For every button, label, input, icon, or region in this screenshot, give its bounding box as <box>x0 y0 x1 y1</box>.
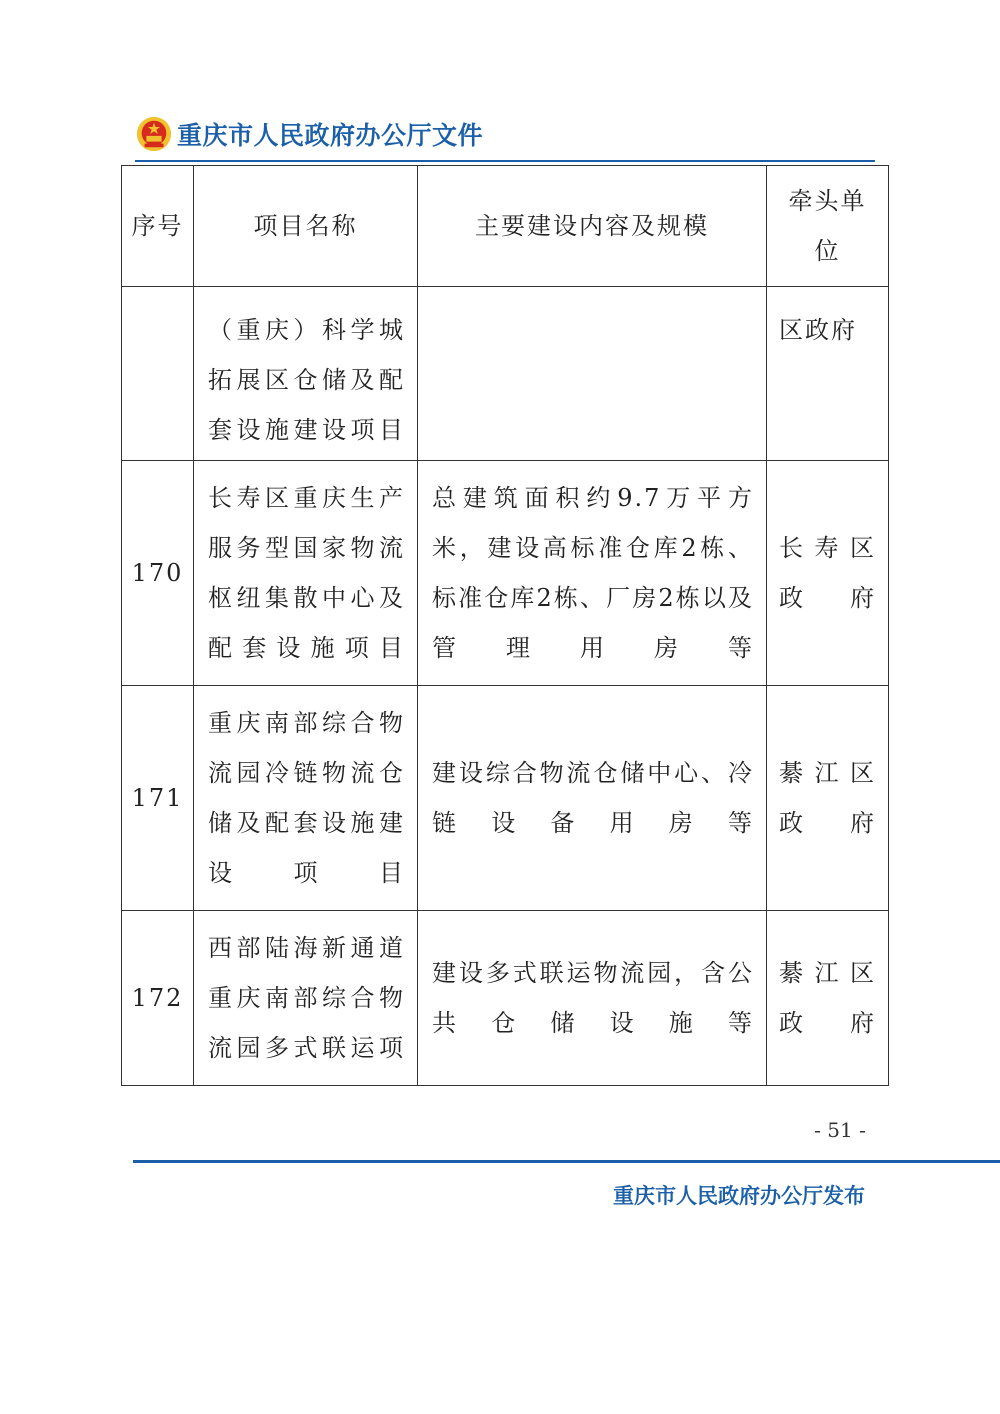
table-row <box>122 287 889 461</box>
row-project-name: （重庆）科学城拓展区仓储及配套设施建设项目 <box>194 287 418 461</box>
row-project-name: 长寿区重庆生产服务型国家物流枢纽集散中心及配套设施项目 <box>194 461 418 686</box>
footer-publisher: 重庆市人民政府办公厅发布 <box>613 1184 865 1208</box>
table-row <box>122 461 889 686</box>
header-title: 重庆市人民政府办公厅文件 <box>177 121 484 150</box>
column-header-name: 项目名称 <box>194 166 418 287</box>
row-lead-unit: 长寿区政府 <box>767 461 889 686</box>
table-row <box>122 686 889 911</box>
column-header-index: 序号 <box>122 166 194 287</box>
row-index: 170 <box>122 461 194 686</box>
table-row <box>122 911 889 1086</box>
row-project-name: 西部陆海新通道重庆南部综合物流园多式联运项 <box>194 911 418 1086</box>
row-lead-unit: 綦江区政府 <box>767 686 889 911</box>
row-project-name: 重庆南部综合物流园冷链物流仓储及配套设施建设项目 <box>194 686 418 911</box>
row-content <box>418 287 767 461</box>
document-header <box>135 112 483 156</box>
row-content: 建设综合物流仓储中心、冷链设备用房等 <box>418 686 767 911</box>
row-lead-unit: 綦江区政府 <box>767 911 889 1086</box>
column-header-content: 主要建设内容及规模 <box>418 166 767 287</box>
footer-divider <box>133 1160 1000 1163</box>
row-content: 总建筑面积约9.7万平方米，建设高标准仓库2栋、标准仓库2栋、厂房2栋以及管理用房等 <box>418 461 767 686</box>
header-divider <box>135 160 875 162</box>
row-index: 172 <box>122 911 194 1086</box>
row-index: 171 <box>122 686 194 911</box>
project-table <box>121 165 889 1086</box>
table-header-row <box>122 166 889 287</box>
row-lead-unit: 区政府 <box>767 287 889 461</box>
row-content: 建设多式联运物流园，含公共仓储设施等 <box>418 911 767 1086</box>
national-emblem-icon <box>135 115 173 153</box>
page-number: - 51 - <box>814 1118 866 1142</box>
column-header-lead: 牵头单位 <box>767 166 889 287</box>
row-index <box>122 287 194 461</box>
